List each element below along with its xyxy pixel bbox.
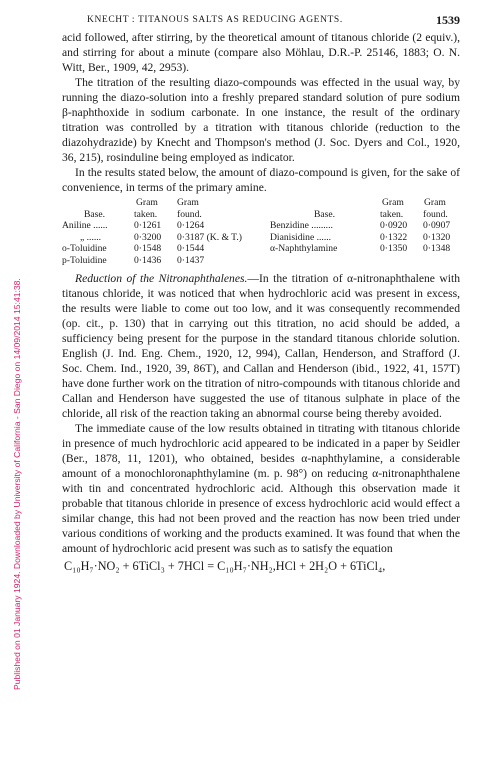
table-header-bottom [62, 209, 460, 221]
table-cell: Dianisidine ...... [270, 231, 332, 243]
table-cell: 0·3187 (K. & T.) [177, 231, 242, 243]
table-row [62, 243, 460, 255]
table-header-cell: taken. [380, 208, 404, 220]
table-header-cell: Gram [177, 197, 199, 208]
table-cell: 0·1548 [134, 243, 162, 255]
reaction-equation: C₁₀H₇·NO₂ + 6TiCl₃ + 7HCl = C₁₀H₇·NH₂,HCl + 2H₂O + 6TiCl₄, [64, 558, 386, 573]
section-title: Reduction of the Nitronaphthalenes. [75, 271, 248, 285]
table-cell: „ ...... [80, 231, 102, 243]
table-header-cell: Gram [382, 197, 404, 208]
results-table [62, 197, 460, 267]
table-cell: 0·0907 [423, 220, 451, 232]
table-cell: p-Toluidine [62, 254, 107, 266]
table-row [62, 255, 460, 267]
running-title: KNECHT : TITANOUS SALTS AS REDUCING AGENTS. [87, 15, 343, 25]
download-notice: Published on 01 January 1924. Downloaded by University of California - San Diego on 14/09/2014 15:41:38. [12, 278, 22, 690]
table-cell: 0·3200 [134, 231, 162, 243]
table-cell: 0·1350 [380, 243, 408, 255]
table-cell: α-Naphthylamine [270, 243, 338, 255]
table-cell: 0·1348 [423, 243, 451, 255]
table-header-cell: Gram [136, 197, 158, 208]
page-header [62, 12, 460, 30]
table-cell: 0·1320 [423, 231, 451, 243]
table-cell: Benzidine ......... [270, 220, 333, 232]
table-header-cell: taken. [134, 208, 158, 220]
table-cell: 0·1264 [177, 220, 205, 232]
page-number: 1539 [436, 13, 460, 27]
table-header-cell: found. [423, 208, 448, 220]
download-watermark [0, 0, 22, 768]
paragraph-nitronaphthalenes [62, 271, 460, 421]
table-header-top [62, 197, 460, 209]
table-cell: 0·1261 [134, 220, 162, 232]
paragraph-titration: The titration of the resulting diazo-compounds was effected in the usual way, by running the diazo-solution into a freshly prepared standard solution of pure sodium β-naphthoxide in sodium carbonate. In one instance, the result of the ordinary titration was controlled by a titration with titanous chloride (reduction to the diazohydrazide) by Knecht and Thompson's method (J. Soc. Dyers and Col., 1920, 36, 215), rosinduline being employed as indicator. [62, 76, 460, 164]
table-cell: 0·0920 [380, 220, 408, 232]
table-cell: 0·1544 [177, 243, 205, 255]
table-header-cell: found. [177, 208, 202, 220]
paragraph-seidler: The immediate cause of the low results obtained in titrating with titanous chloride in presence of much hydrochloric acid appeared to be indicated in a paper by Seidler (Ber., 1878, 11, 1201), who obtained, besides α-naphthylamine, a considerable amount of a monochloronaphthylamine (m. p. 98°) on reducing α-nitronaphthalene with tin and concentrated hydrochloric acid. Although this observation made it probable that titanous chloride in presence of excess hydrochloric acid would effect a similar change, this had not been proved and the reaction has now been tried under various conditions of working and the products examined. It was found that when the amount of hydrochloric acid present was such as to satisfy the equation [62, 421, 460, 555]
table-cell: Aniline ...... [62, 220, 108, 232]
table-cell: 0·1436 [134, 254, 162, 266]
table-cell: o-Toluidine [62, 243, 107, 255]
table-cell: 0·1437 [177, 254, 205, 266]
table-cell: 0·1322 [380, 231, 408, 243]
paragraph-results-intro: In the results stated below, the amount of diazo-compound is given, for the sake of convenience, in terms of the primary amine. [62, 166, 460, 194]
table-row [62, 232, 460, 244]
table-header-cell: Base. [314, 208, 336, 220]
paragraph-continued: acid followed, after stirring, by the theoretical amount of titanous chloride (2 equiv.), and stirring for about a minute (compare also Möhlau, D.R.-P. 25146, 1883; O. N. Witt, Ber., 1909, 42, 2953). [62, 31, 460, 74]
paragraph-text: —In the titration of α-nitronaphthalene with titanous chloride, it was noticed that when hydrochloric acid was present in excess, the results were liable to come out too low, and it was consequently recommended (op. cit., p. 130) that in carrying out this titration, no acid should be added, a sufficiency being present for the purpose in the standard titanous chloride solution. English (J. Ind. Eng. Chem., 1920, 12, 994), Callan, Henderson, and Strafford (J. Soc. Chem. Ind., 1920, 39, 86T), and Callan and Henderson (ibid., 1922, 41, 157T) have done further work on the titration of nitro-compounds with titanous chloride and Callan and Henderson have suggested the use of titanous sulphate in place of the chloride, all risk of the reaction taking an abnormal course being thereby avoided. [62, 271, 460, 420]
table-row [62, 220, 460, 232]
journal-page [62, 12, 460, 574]
table-header-cell: Base. [84, 208, 106, 220]
table-header-cell: Gram [424, 197, 446, 208]
